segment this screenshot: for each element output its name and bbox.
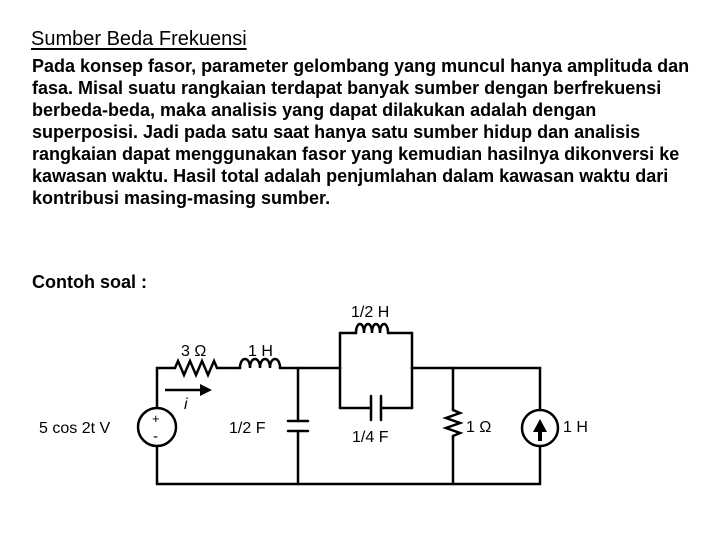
example-label: Contoh soal : (32, 272, 147, 292)
current-arrow-icon (200, 384, 212, 396)
resistor-3-label: 3 Ω (181, 343, 207, 360)
wire-top-left (157, 368, 175, 408)
source-label: 5 cos 2t V (39, 420, 111, 437)
inductor-half-h (356, 324, 388, 333)
slide-paragraph: Pada konsep fasor, parameter gelombang yang muncul hanya amplituda dan fasa. Misal suatu rangkaian terdapat banyak sumber dengan berfrekuensi berbeda-beda, maka analisis yang dapat dilakukan adalah dengan superposisi. Jadi pada satu saat hanya satu sumber hidup dan analisis rangkaian dapat menggunakan fasor yang kemudian hasilnya dikonversi ke kawasan waktu. Hasil total adalah penjumlahan dalam kawasan waktu dari kontribusi masing-masing sumber. (32, 56, 690, 208)
current-source-label: 1 H (563, 419, 588, 436)
capacitor-half-f (288, 421, 308, 431)
source-plus-sign: + (152, 411, 160, 426)
current-label: i (184, 396, 188, 413)
slide-title: Sumber Beda Frekuensi (31, 28, 247, 50)
capacitor-quarter-label: 1/4 F (352, 429, 389, 446)
inductor-1h-label: 1 H (248, 343, 273, 360)
resistor-3-ohm (175, 361, 217, 375)
wire-right-top (412, 368, 540, 410)
resistor-1-ohm (446, 410, 460, 436)
inductor-1h (240, 359, 280, 368)
capacitor-half-label: 1/2 F (229, 420, 266, 437)
inductor-half-label: 1/2 H (351, 304, 390, 321)
capacitor-quarter-f (371, 396, 381, 420)
resistor-1-label: 1 Ω (466, 419, 492, 436)
source-minus-sign: - (153, 428, 158, 445)
